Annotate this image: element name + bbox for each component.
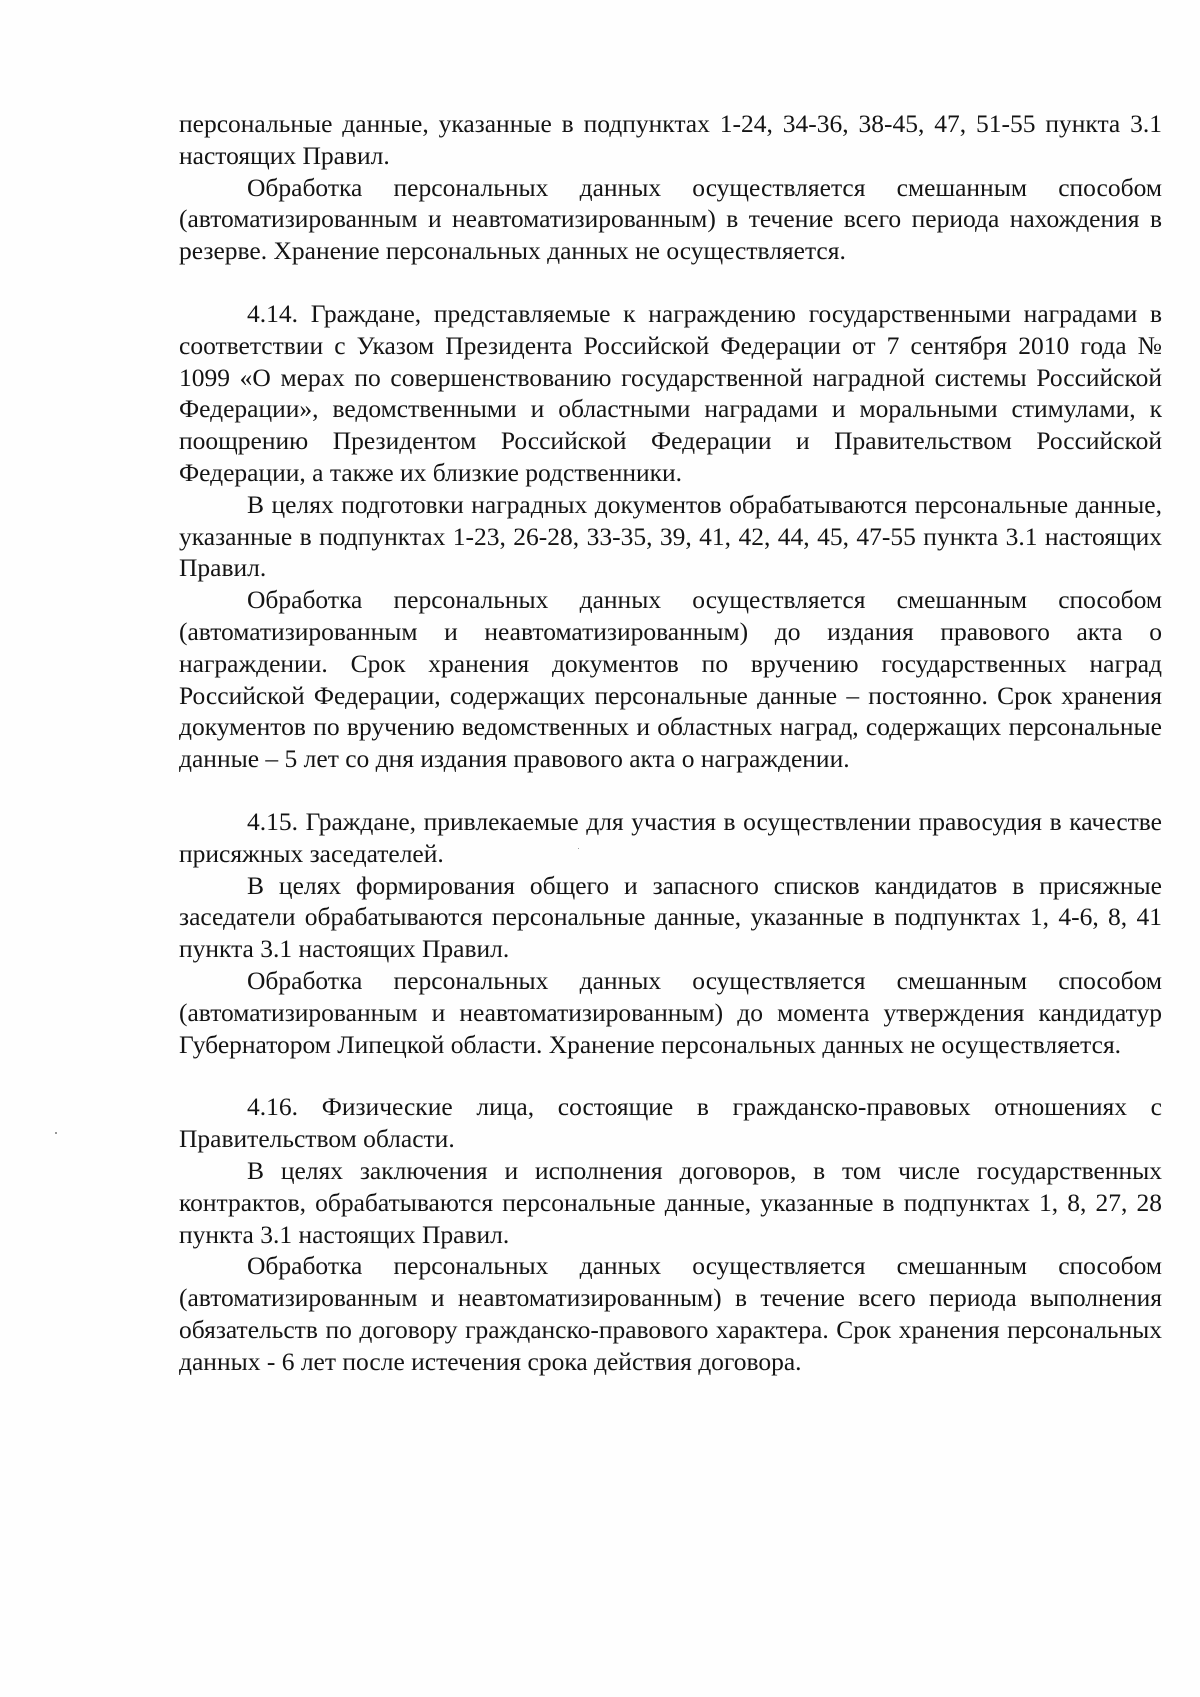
paragraph-contracts-purpose: В целях заключения и исполнения договоров, в том числе государственных контрактов, обрабатываются персональные данные, указанные в подпунктах 1, 8, 27, 28 пункта 3.1 настоящих Правил. xyxy=(179,1155,1162,1249)
scan-speck xyxy=(578,848,579,849)
paragraph-award-purpose: В целях подготовки наградных документов обрабатываются персональные данные, указанные в подпунктах 1-23, 26-28, 33-35, 39, 41, 42, 44, 45, 47-55 пункта 3.1 настоящих Правил. xyxy=(179,489,1162,583)
document-body xyxy=(179,108,1162,1377)
section-4-16-heading: 4.16. Физические лица, состоящие в гражданско-правовых отношениях с Правительством области. xyxy=(179,1092,1162,1154)
paragraph-processing-reserve: Обработка персональных данных осуществляется смешанным способом (автоматизированным и неавтоматизированным) в течение всего периода нахождения в резерве. Хранение персональных данных не осуществляется. xyxy=(179,172,1162,266)
section-4-14-heading: 4.14. Граждане, представляемые к награждению государственными наградами в соответствии с Указом Президента Российской Федерации от 7 сентября 2010 года № 1099 «О мерах по совершенствованию государственной наградной системы Российской Федерации», ведомственными и областными наградами и моральными стимулами, к поощрению Президентом Российской Федерации и Правительством Российской Федерации, а также их близкие родственники. xyxy=(179,298,1162,487)
paragraph-award-processing: Обработка персональных данных осуществляется смешанным способом (автоматизированным и неавтоматизированным) до издания правового акта о награждении. Срок хранения документов по вручению государственных наград Российской Федерации, содержащих персональные данные – постоянно. Срок хранения документов по вручению ведомственных и областных наград, содержащих персональные данные – 5 лет со дня издания правового акта о награждении. xyxy=(179,585,1162,774)
paragraph-continuation: персональные данные, указанные в подпунктах 1-24, 34-36, 38-45, 47, 51-55 пункта 3.1 настоящих Правил. xyxy=(179,109,1162,170)
scan-speck xyxy=(55,1132,57,1134)
paragraph-jurors-purpose: В целях формирования общего и запасного списков кандидатов в присяжные заседатели обрабатываются персональные данные, указанные в подпунктах 1, 4-6, 8, 41 пункта 3.1 настоящих Правил. xyxy=(179,870,1162,964)
paragraph-jurors-processing: Обработка персональных данных осуществляется смешанным способом (автоматизированным и неавтоматизированным) до момента утверждения кандидатур Губернатором Липецкой области. Хранение персональных данных не осуществляется. xyxy=(179,965,1162,1059)
section-4-15-heading: 4.15. Граждане, привлекаемые для участия в осуществлении правосудия в качестве присяжных заседателей. xyxy=(179,806,1162,868)
paragraph-contracts-processing: Обработка персональных данных осуществляется смешанным способом (автоматизированным и неавтоматизированным) в течение всего периода выполнения обязательств по договору гражданско-правового характера. Срок хранения персональных данных - 6 лет после истечения срока действия договора. xyxy=(179,1251,1162,1376)
